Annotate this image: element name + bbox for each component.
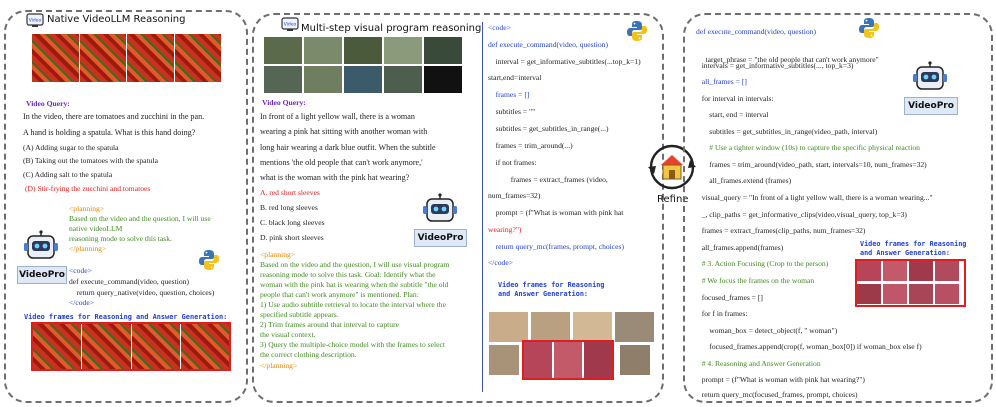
panel2-option: D. pink short sleeves <box>260 233 324 242</box>
panel1-agent-label: VideoPro <box>17 266 67 284</box>
tv-icon <box>26 13 44 28</box>
panel2-planning-line: reasoning mode to solve this task. Goal: Identify what the <box>260 270 436 279</box>
panel3-code-line: all_frames.append(frames) <box>696 243 784 252</box>
panel3-code-line: woman_box = detect_object(f, " woman") <box>696 326 838 335</box>
panel3-code-line: focused_frames.append(crop(f, woman_box[0]) if woman_box else f) <box>696 342 922 351</box>
panel2-code-line: prompt = (f"What is woman with pink hat <box>488 208 624 217</box>
panel2-frames-selected <box>524 342 612 378</box>
panel2-question-line: long hair wearing a dark blue outfit. When the subtitle <box>260 143 436 152</box>
panel1-question-line: In the video, there are tomatoes and zucchini in the pan. <box>23 112 205 121</box>
panel2-planning-close: </planning> <box>260 361 298 370</box>
panel2-frames-label: and Answer Generation: <box>498 290 589 298</box>
panel2-planning-open: <planning> <box>260 250 296 259</box>
panel3-frames-selected <box>857 261 964 305</box>
panel3-code-comment: # 3. Action Focusing (Crop to the person) <box>696 259 829 268</box>
panel2-frame-left <box>489 345 519 375</box>
panel1-planning-close: </planning> <box>69 244 107 253</box>
panel3-code-line: intervals = get_informative_subtitles(..., top_k=3) <box>696 61 854 70</box>
panel3-code-line: for interval in intervals: <box>696 94 774 103</box>
panel3-code-comment: # We focus the frames on the woman <box>696 276 815 285</box>
panel2-code-line: interval = get_informative_subtitles(...top_k=1) <box>488 57 641 66</box>
panel2-question-line: wearing a pink hat sitting with another woman with <box>260 127 428 136</box>
panel3-code-line: def execute_command(video, question) <box>696 27 816 36</box>
panel3-code-line: target_phrase = "the old people that can't work anymore" <box>699 54 879 64</box>
panel3-code-line: _, clip_paths = get_informative_clips(video,visual_query, top_k=3) <box>696 210 907 219</box>
panel3-code-line: for f in frames: <box>696 309 748 318</box>
panel2-planning-line: the correct clothing description. <box>260 350 357 359</box>
panel3-frames-label: and Answer Generation: <box>860 249 951 257</box>
refine-label: Refine <box>657 194 689 205</box>
panel1-planning-line: reasoning mode to solve this task. <box>69 234 172 243</box>
robot-icon <box>21 230 61 266</box>
panel3-code-comment: # 4. Reasoning and Answer Generation <box>696 359 821 368</box>
panel2-question-line: mentions 'the old people that can't work anymore,' <box>260 158 423 167</box>
panel2-code-line: def execute_command(video, question) <box>488 40 608 49</box>
tv-icon <box>281 17 299 32</box>
python-logo-icon <box>626 20 648 42</box>
panel3-code-line: visual_query = "In front of a light yellow wall, there is a woman wearing..." <box>696 193 933 202</box>
panel2-option-answer: A. red short sleeves <box>260 188 320 197</box>
panel2-code-line: num_frames=32) <box>488 191 541 200</box>
panel1-planning-line: native videoLLM <box>69 224 123 233</box>
panel2-video-grid <box>264 37 470 93</box>
panel2-planning-line: specified subtitle appears. <box>260 310 339 319</box>
panel3-code-line: prompt = (f"What is woman with pink hat wearing?") <box>696 375 865 384</box>
python-logo-icon <box>858 17 880 39</box>
panel1-option: (B) Taking out the tomatoes with the spatula <box>23 156 158 165</box>
panel2-code-line: frames = extract_frames (video, <box>488 175 608 184</box>
panel3-code-line: frames = extract_frames(clip_paths, num_frames=32) <box>696 226 866 235</box>
robot-icon <box>420 193 460 229</box>
panel2-code-line: frames = [] <box>488 90 530 99</box>
panel2-planning-line: woman with the pink hat is wearing when the subtitle "the old <box>260 280 449 289</box>
panel2-planning-line: 3) Query the multiple-choice model with the frames to select <box>260 340 445 349</box>
panel3-code-comment: # Use a tighter window (10s) to capture the specific physical reaction <box>696 143 920 152</box>
panel2-planning-line: the visual context. <box>260 330 316 339</box>
panel2-code-line: if not frames: <box>488 158 537 167</box>
panel2-frame-right <box>620 345 650 375</box>
panel1-answer: (D) Stir-frying the zucchini and tomatoes <box>25 184 151 193</box>
panel2-code-line: return query_mc(frames, prompt, choices) <box>488 242 625 251</box>
panel2-planning-line: Based on the video and the question, I will use visual program <box>260 260 450 269</box>
panel1-planning-open: <planning> <box>69 204 105 213</box>
panel2-code-line: start,end=interval <box>488 73 542 82</box>
panel2-planning-line: people that can't work anymore" is mentioned. Plan: <box>260 290 419 299</box>
python-logo-icon <box>198 249 220 271</box>
robot-icon <box>910 61 950 97</box>
panel2-planning-line: 1) Use audio subtitle retrieval to locate the interval where the <box>260 300 446 309</box>
panel1-code-close: </code> <box>69 298 95 307</box>
panel3-code-line: all_frames.extend (frames) <box>696 176 792 185</box>
panel1-code-line: def execute_command(video, question) <box>69 277 189 286</box>
panel1-query-label: Video Query: <box>26 99 70 108</box>
panel2-question-line: In front of a light yellow wall, there is a woman <box>260 112 415 121</box>
panel2-frames-label: Video frames for Reasoning <box>498 281 605 289</box>
svg-text:Video: Video <box>28 18 42 24</box>
panel1-code-open: <code> <box>69 266 92 275</box>
panel2-code-line: subtitles = "" <box>488 107 536 116</box>
panel2-divider <box>482 22 483 392</box>
panel1-option: (A) Adding sugar to the spatula <box>23 143 119 152</box>
panel2-frames-row-1 <box>489 312 654 342</box>
panel2-option: C. black long sleeves <box>260 218 325 227</box>
panel3-agent-label: VideoPro <box>904 97 958 115</box>
panel3-code-line: subtitles = get_subtitles_in_range(video_path, interval) <box>696 127 878 136</box>
panel2-code-line: frames = trim_around(...) <box>488 141 573 150</box>
panel2-agent-label: VideoPro <box>414 229 467 247</box>
panel1-video-strip-bottom <box>33 324 229 369</box>
panel3-code-line: return query_mc(focused_frames, prompt, choices) <box>696 390 858 399</box>
panel2-question-line: what is the woman with the pink hat wearing? <box>260 173 410 182</box>
panel2-option: B. red long sleeves <box>260 203 318 212</box>
panel1-code-line: return query_native(video, question, choices) <box>69 288 215 297</box>
panel1-planning-line: Based on the video and the question, I will use <box>69 214 211 223</box>
panel1-frames-label: Video frames for Reasoning and Answer Generation: <box>24 313 228 321</box>
panel3-code-line: frames = trim_around(video_path, start, intervals=10, num_frames=32) <box>696 160 927 169</box>
panel2-code-open: <code> <box>488 23 511 32</box>
panel3-frames-label: Video frames for Reasoning <box>860 240 967 248</box>
panel1-video-strip-top <box>32 34 221 82</box>
panel3-code-line: all_frames = [] <box>696 77 747 86</box>
panel2-code-close: </code> <box>488 258 514 267</box>
panel2-title: Multi-step visual program reasoning <box>301 23 482 34</box>
panel3-code-line: start, end = interval <box>696 110 769 119</box>
panel2-code-line: wearing?") <box>488 225 522 234</box>
panel1-title: Native VideoLLM Reasoning <box>47 14 186 25</box>
panel2-planning-line: 2) Trim frames around that interval to capture <box>260 320 399 329</box>
svg-text:Video: Video <box>283 22 297 28</box>
panel1-option: (C) Adding salt to the spatula <box>23 170 113 179</box>
panel2-code-line: subtitles = get_subtitles_in_range(...) <box>488 124 609 133</box>
panel2-query-label: Video Query: <box>262 98 306 107</box>
panel3-code-line: focused_frames = [] <box>696 293 763 302</box>
panel1-question-line: A hand is holding a spatula. What is this hand doing? <box>23 128 196 137</box>
